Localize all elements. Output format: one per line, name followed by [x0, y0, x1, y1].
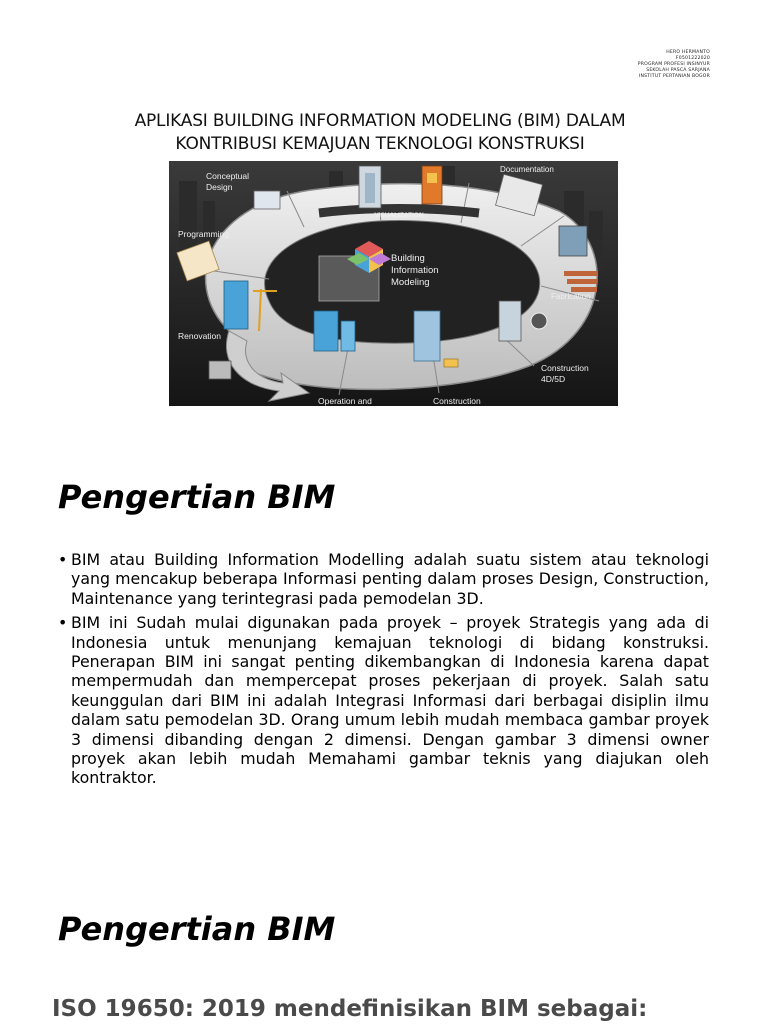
- bullet-text: BIM ini Sudah mulai digunakan pada proyek – proyek Strategis yang ada di Indonesia untuk menunjang kemajuan teknologi di bidang konstruksi. Penerapan BIM ini sangat penting dikembangkan di Indonesia karena dapat mempermudah dan mempercepat proses pekerjaan di proyek. Salah satu keunggulan dari BIM ini adalah Integrasi Informasi dari berbagai disiplin ilmu dalam satu pemodelan 3D. Orang umum lebih mudah membaca gambar proyek 3 dimensi dibanding dengan 2 dimensi. Dengan gambar 3 dimensi owner proyek akan lebih mudah Memahami gambar teknis yang diajukan oleh kontraktor.: [71, 613, 709, 788]
- construction-vehicle: [444, 359, 458, 367]
- bim-lifecycle-figure: [169, 161, 618, 406]
- author-info: [590, 50, 710, 80]
- label-construction-4d-line1: Construction: [541, 363, 589, 373]
- conceptual-sketch: [254, 191, 280, 209]
- label-conceptual-line2: Design: [206, 182, 233, 192]
- visualization-label: VISUALIZATION: [374, 212, 424, 219]
- bullet-text: BIM atau Building Information Modelling adalah suatu sistem atau teknologi yang mencakup beberapa Informasi penting dalam proses Design, Construction, Maintenance yang terintegrasi pada pemodelan 3D.: [71, 550, 709, 608]
- construction-building: [414, 311, 440, 361]
- author-school: SEKOLAH PASCA SARJANA: [646, 68, 710, 73]
- fabrication-machine: [559, 226, 587, 256]
- bim-lifecycle-illustration: [169, 161, 618, 406]
- label-construction: Construction: [433, 396, 481, 406]
- document-title: [60, 110, 700, 156]
- title-line-2: KONTRIBUSI KEMAJUAN TEKNOLOGI KONSTRUKSI: [175, 134, 585, 154]
- label-fabrication: Fabrication: [551, 292, 591, 301]
- list-item: [58, 613, 709, 788]
- label-operation: Operation and: [318, 396, 372, 406]
- renovation-building: [224, 281, 248, 329]
- label-renovation: Renovation: [178, 331, 222, 341]
- center-label-building: Building: [391, 253, 425, 264]
- operation-building-2: [341, 321, 355, 351]
- tower-orange-detail: [427, 173, 437, 183]
- author-institute: INSTITUT PERTANIAN BOGOR: [638, 74, 710, 79]
- list-item: [58, 550, 709, 608]
- bullet-icon: •: [58, 613, 68, 633]
- title-line-1: APLIKASI BUILDING INFORMATION MODELING (BIM) DALAM: [134, 111, 626, 131]
- author-name: HERO HERMANTO: [666, 50, 710, 55]
- section-heading-pengertian: Pengertian BIM: [58, 478, 336, 516]
- section-heading-pengertian-2: Pengertian BIM: [58, 910, 336, 948]
- tower-orange: [422, 166, 442, 204]
- construction-4d-building: [499, 301, 521, 341]
- bullet-list: [58, 550, 709, 793]
- center-label-information: Information: [391, 265, 439, 276]
- label-programming: Programming: [178, 229, 230, 239]
- operation-building: [314, 311, 338, 351]
- label-conceptual-line1: Conceptual: [206, 171, 250, 181]
- author-id: F0501222020: [675, 56, 710, 61]
- center-label-modeling: Modeling: [391, 277, 430, 288]
- label-construction-4d-line2: 4D/5D: [541, 374, 566, 384]
- iso-definition-heading: ISO 19650: 2019 mendefinisikan BIM sebagai:: [52, 996, 648, 1022]
- operation-device: [209, 361, 231, 379]
- label-documentation: Documentation: [500, 165, 554, 174]
- tower-conceptual-glass: [365, 173, 375, 203]
- cost-icon: [531, 313, 547, 329]
- bullet-icon: •: [58, 550, 68, 569]
- author-program: PROGRAM PROFESI INSINYUR: [637, 62, 710, 67]
